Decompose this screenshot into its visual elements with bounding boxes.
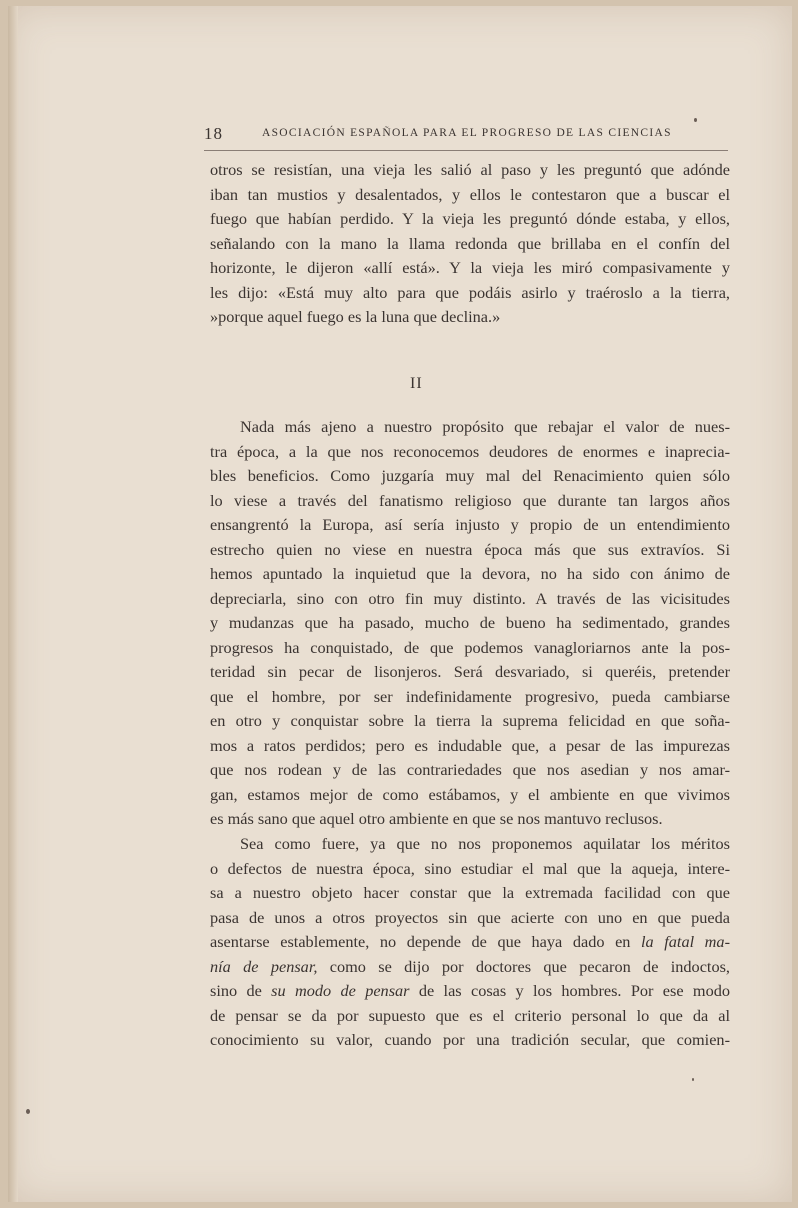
- text-line: iban tan mustios y desalentados, y ellos le contestaron que a buscar el: [210, 184, 730, 204]
- text-line: tra época, a la que nos reconocemos deudores de enormes e inaprecia-: [210, 441, 730, 461]
- page-edge: [8, 6, 18, 1202]
- text-run: sino de: [210, 981, 272, 1000]
- text-line: teridad sin pecar de lisonjeros. Será desvariado, si queréis, pretender: [210, 662, 730, 681]
- text-line: mos a ratos perdidos; pero es indudable que, a pesar de las impurezas: [210, 735, 730, 755]
- text-line: lo viese a través del fanatismo religioso que durante tan largos años: [210, 490, 730, 510]
- text-line: es más sano que aquel otro ambiente en que se nos mantuvo reclusos.: [210, 809, 663, 828]
- page-number: 18: [204, 124, 223, 143]
- text-line: »porque aquel fuego es la luna que declina.»: [210, 307, 501, 326]
- text-line: gan, estamos mejor de como estábamos, y el ambiente en que vivimos: [210, 784, 730, 804]
- italic-run: su modo de pensar: [271, 981, 410, 1000]
- text-line: [210, 930, 730, 955]
- paper-speck: [692, 1078, 694, 1081]
- text-line: otros se resistían, una vieja les salió al paso y les preguntó que adónde: [210, 160, 730, 179]
- italic-run: nía de pensar,: [210, 956, 318, 976]
- text-line: [210, 955, 730, 980]
- paper-speck: [26, 1109, 30, 1114]
- text-line: [210, 979, 730, 1004]
- paragraph-3: [210, 832, 730, 1053]
- text-line: ensangrentó la Europa, así sería injusto y propio de un entendimiento: [210, 515, 730, 534]
- paper-speck: [694, 118, 697, 122]
- text-line: Nada más ajeno a nuestro propósito que rebajar el valor de nues-: [240, 417, 730, 436]
- paragraph-2: [210, 415, 730, 832]
- text-line: y mudanzas que ha pasado, mucho de bueno ha sedimentado, grandes: [210, 613, 730, 632]
- text-line: o defectos de nuestra época, sino estudiar el mal que la aqueja, intere-: [210, 858, 730, 878]
- text-run: como se dijo por doctores que pecaron de indoctos,: [317, 956, 730, 976]
- text-line: que nos rodean y de las contrariedades que nos asedian y nos amar-: [210, 760, 730, 779]
- text-line: sa a nuestro objeto hacer constar que la extremada facilidad con que: [210, 883, 730, 902]
- paragraph-1: [210, 158, 730, 330]
- text-line: fuego que habían perdido. Y la vieja les preguntó dónde estaba, y ellos,: [210, 209, 730, 228]
- text-line: señalando con la mano la llama redonda que brillaba en el confín del: [210, 233, 730, 253]
- text-line: les dijo: «Está muy alto para que podáis asirlo y traéroslo a la tierra,: [210, 282, 730, 302]
- text-line: progresos ha conquistado, de que podemos vanagloriarnos ante la pos-: [210, 637, 730, 657]
- text-line: bles beneficios. Como juzgaría muy mal del Renacimiento quien sólo: [210, 466, 730, 485]
- text-line: en otro y conquistar sobre la tierra la suprema felicidad en que soña-: [210, 711, 730, 730]
- page-header: [204, 122, 728, 151]
- text-line: que el hombre, por ser indefinidamente progresivo, pueda cambiarse: [210, 686, 730, 706]
- italic-run: la fatal ma-: [641, 932, 730, 951]
- text-run: de las cosas y los hombres. Por ese modo: [409, 981, 730, 1000]
- text-line: horizonte, le dijeron «allí está». Y la vieja les miró compasivamente y: [210, 258, 730, 277]
- text-line: conocimiento su valor, cuando por una tradición secular, que comien-: [210, 1030, 730, 1049]
- text-line: estrecho quien no viese en nuestra época más que sus extravíos. Si: [210, 539, 730, 559]
- section-numeral: II: [410, 375, 423, 392]
- text-line: depreciarla, sino con otro fin muy distinto. A través de las vicisitudes: [210, 588, 730, 608]
- text-run: asentarse establemente, no depende de que haya dado en: [210, 932, 642, 951]
- text-line: Sea como fuere, ya que no nos proponemos aquilatar los méritos: [240, 834, 730, 853]
- book-page: [8, 6, 792, 1202]
- text-line: hemos apuntado la inquietud que la devora, no ha sido con ánimo de: [210, 564, 730, 583]
- text-line: pasa de unos a otros proyectos sin que acierte con uno en que pueda: [210, 907, 730, 927]
- running-title: ASOCIACIÓN ESPAÑOLA PARA EL PROGRESO DE LAS CIENCIAS: [262, 127, 672, 139]
- text-line: de pensar se da por supuesto que es el criterio personal lo que da al: [210, 1005, 730, 1025]
